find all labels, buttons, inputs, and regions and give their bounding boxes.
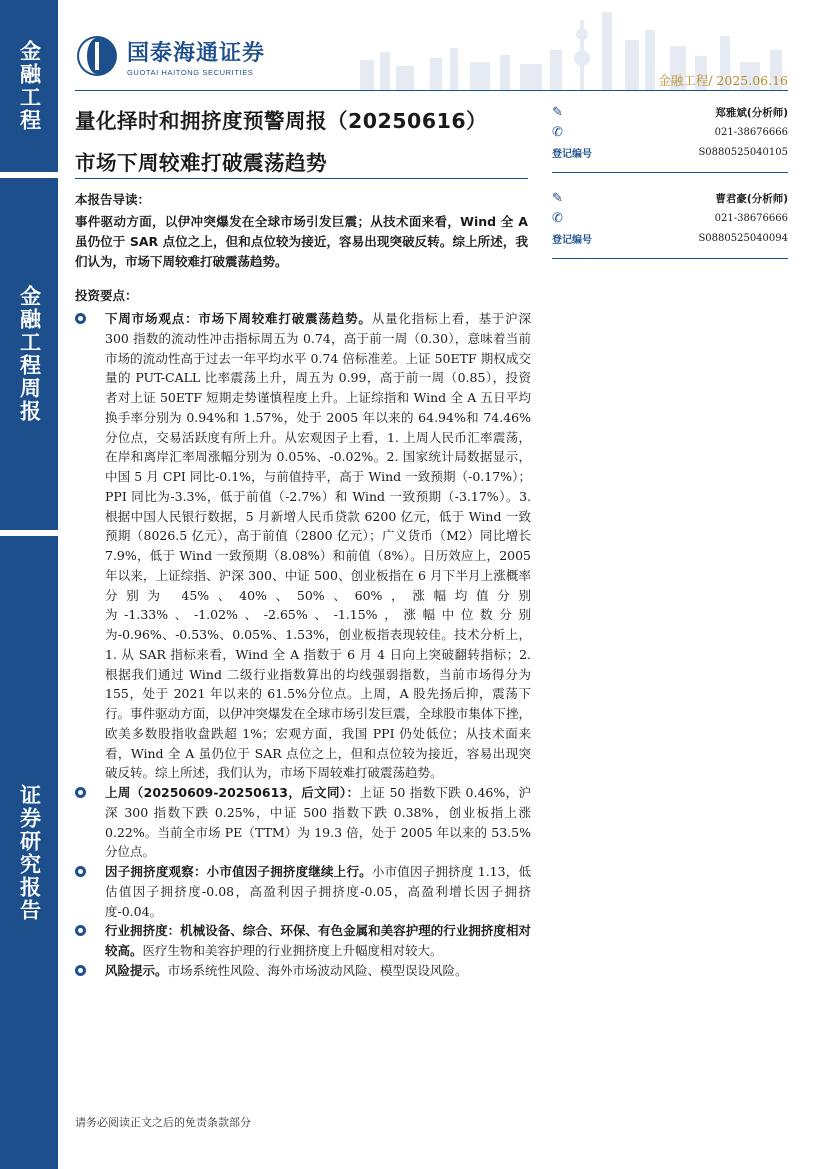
bullet-lead: 下周市场观点：市场下周较难打破震荡趋势。 <box>105 311 372 326</box>
bullet-text: 市场系统性风险、海外市场波动风险、模型误设风险。 <box>167 962 468 978</box>
brand-name: 国泰海通证券 <box>127 40 266 66</box>
side-tab-financial-engineering <box>0 0 58 172</box>
brand-logo <box>75 34 265 78</box>
side-tab-text: 金融工程 <box>17 40 42 132</box>
list-item <box>75 862 531 921</box>
analyst-phone: 021-38676666 <box>714 126 788 138</box>
bullet-icon <box>75 787 86 798</box>
guide-body: 事件驱动方面，以伊冲突爆发在全球市场引发巨震；从技术面来看，Wind 全 A 虽仍位于 SAR 点位之上，但和点位较为接近，容易出现突破反转。综上所述，我们认为，市场下周较难打破震荡趋势。 <box>75 214 528 269</box>
registration-number: S0880525040094 <box>698 232 788 244</box>
analyst-name: 曹君豪(分析师) <box>715 192 788 205</box>
phone-icon: ✆ <box>552 210 563 226</box>
bullet-icon <box>75 965 86 976</box>
report-title: 量化择时和拥挤度预警周报（20250616） <box>75 109 488 133</box>
list-item <box>75 783 531 862</box>
brand-logo-icon <box>75 34 119 78</box>
disclaimer-footer: 请务必阅读正文之后的免责条款部分 <box>75 1116 251 1129</box>
registration-number: S0880525040105 <box>698 146 788 158</box>
side-tab-text: 金融工程周报 <box>17 285 42 423</box>
bullet-icon <box>75 925 86 936</box>
analyst-card <box>552 102 788 162</box>
report-subtitle: 市场下周较难打破震荡趋势 <box>75 151 327 175</box>
bullet-text: 上证 50 指数下跌 0.46%，沪深 300 指数下跌 0.25%，中证 500 指数下跌 0.38%，创业板指上涨 0.22%。当前全市场 PE（TTM）为 19.3 倍，处于 2005 年以来的 53.5%分位点。 <box>105 785 531 860</box>
title-divider <box>75 178 528 179</box>
registration-label: 登记编号 <box>552 148 592 160</box>
list-item <box>75 961 531 981</box>
bullet-lead: 风险提示。 <box>105 962 168 978</box>
pen-icon: ✎ <box>552 190 563 206</box>
side-tab-research-report <box>0 536 58 1169</box>
side-tab-weekly-report <box>0 178 58 530</box>
bullet-text: 小市值因子拥挤度 1.13，低估值因子拥挤度-0.08，高盈利因子拥挤度-0.05，高盈利增长因子拥挤度-0.04。 <box>105 864 531 919</box>
side-tab-text: 证券研究报告 <box>17 783 42 922</box>
bullet-lead: 上周（20250609-20250613，后文同）： <box>105 785 360 800</box>
list-item <box>75 309 531 783</box>
list-item <box>75 921 531 961</box>
guide-heading: 本报告导读： <box>75 192 151 207</box>
brand-name-en: GUOTAI HAITONG SECURITIES <box>127 67 254 77</box>
header-divider <box>75 90 788 91</box>
analyst-card <box>552 188 788 248</box>
analyst-divider <box>552 258 788 259</box>
pen-icon: ✎ <box>552 104 563 120</box>
bullet-text: 医疗生物和美容护理的行业拥挤度上升幅度相对较大。 <box>142 943 443 958</box>
registration-label: 登记编号 <box>552 234 592 246</box>
bullet-text: 从量化指标上看，基于沪深 300 指数的流动性冲击指标周五为 0.74，高于前一周（0.30），意味着当前市场的流动性高于过去一年平均水平 0.74 倍标准差。上证 50ETF 期权成交量的 PUT-CALL 比率震荡上升，周五为 0.99，高于前一周（0.85），投资者对上证 50ETF 短期走势谨慎程度上升。上证综指和 Wind 全 A 五日平均换手率分别为 0.94%和 1.57%，处于 2005 年以来的 64.94%和 74.46%分位点，交易活跃度有所上升。从宏观因子上看，1. 上周人民币汇率震荡，在岸和离岸汇率周涨幅分别为 0.05%、-0.02%。2. 国家统计局数据显示，中国 5 月 CPI 同比-0.1%，与前值持平，高于 Wind 一致预期（-0.17%）；PPI 同比为-3.3%，低于前值（-2.7%）和 Wind 一致预期（-3.17%）。3. 根据中国人民银行数据，5 月新增人民币贷款 6200 亿元，低于 Wind 一致预期（8026.5 亿元），高于前值（2800 亿元）；广义货币（M2）同比增长 7.9%，低于 Wind 一致预期（8.08%）和前值（8%）。日历效应上，2005 年以来，上证综指、沪深 300、中证 500、创业板指在 6 月下半月上涨概率分别为 45%、40%、50%、60%，涨幅均值分别为-1.33%、-1.02%、-2.65%、-1.15%，涨幅中位数分别为-0.96%、-0.53%、0.05%、1.53%，创业板指表现较佳。技术分析上，1. 从 SAR 指标来看，Wind 全 A 指数于 6 月 4 日向上突破翻转指标；2. 根据我们通过 Wind 二级行业指数算出的均线强弱指数，当前市场得分为 155，处于 2021 年以来的 61.5%分位点。上周，A 股先扬后抑，震荡下行。事件驱动方面，以伊冲突爆发在全球市场引发巨震，全球股市集体下挫，欧美多数股指收盘跌超 1%；宏观方面，我国 PPI 仍处低位；从技术面来看，Wind 全 A 虽仍位于 SAR 点位之上，但和点位较为接近，容易出现突破反转。综上所述，我们认为，市场下周较难打破震荡趋势。 <box>105 311 531 781</box>
report-category-date: 金融工程/ 2025.06.16 <box>658 73 788 88</box>
bullet-icon <box>75 313 86 324</box>
phone-icon: ✆ <box>552 124 563 140</box>
analyst-phone: 021-38676666 <box>714 212 788 224</box>
bullet-icon <box>75 866 86 877</box>
bullet-lead: 行业拥挤度：机械设备、综合、环保、有色金属和美容护理的行业拥挤度相对较高。 <box>105 923 531 958</box>
analyst-divider <box>552 172 788 173</box>
analyst-name: 郑雅斌(分析师) <box>715 106 788 119</box>
bullet-lead: 因子拥挤度观察：小市值因子拥挤度继续上行。 <box>105 864 372 879</box>
key-points-heading: 投资要点： <box>75 288 138 303</box>
key-points-list <box>75 309 531 981</box>
